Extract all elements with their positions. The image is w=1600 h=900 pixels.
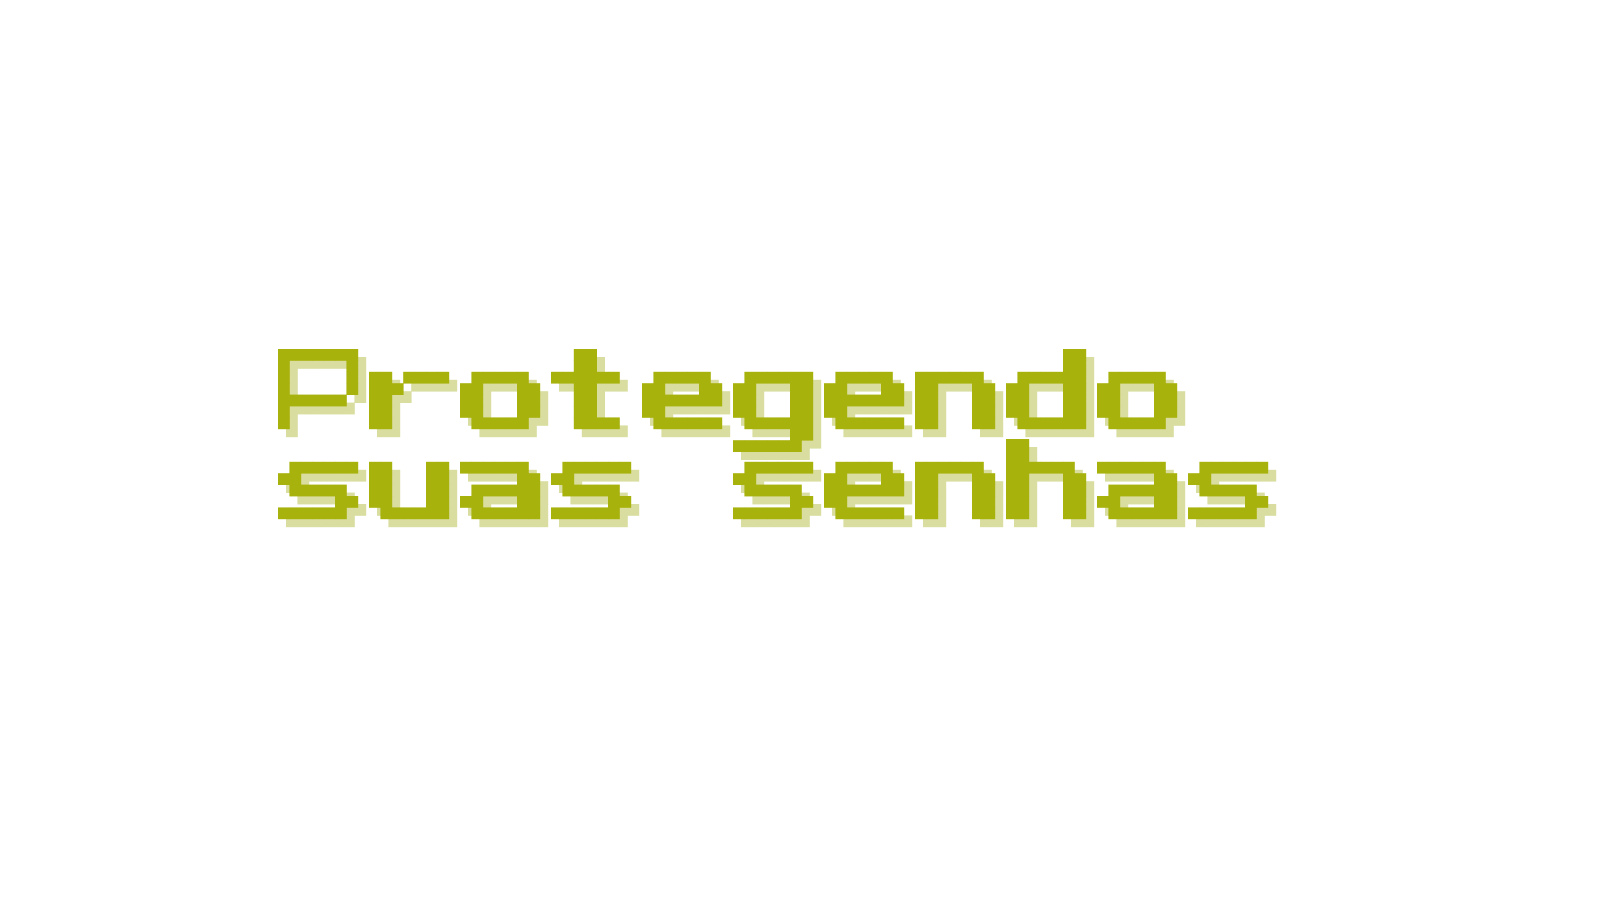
line1-glyph-char-4 [642, 372, 722, 429]
line2-glyph-char-1 [369, 462, 449, 519]
line2-glyph-char-5 [733, 462, 813, 519]
line2-glyph-char-6 [824, 462, 904, 519]
headline-line-1 [278, 349, 1288, 439]
headline-line-1-graphic [278, 349, 1198, 449]
line1-glyph-char-6 [824, 372, 904, 429]
pixel-headline [278, 349, 1288, 529]
line2-glyph-char-0 [278, 462, 358, 519]
line1-glyph-char-7 [915, 372, 995, 429]
line2-glyph-char-7 [915, 462, 995, 519]
line2-glyph-char-2 [460, 462, 540, 519]
line2-glyph-char-10 [1188, 462, 1268, 519]
line2-glyph-char-9 [1097, 462, 1177, 519]
line1-glyph-char-2 [460, 372, 540, 429]
line1-glyph-char-9 [1097, 372, 1177, 429]
line2-glyph-char-3 [551, 462, 631, 519]
